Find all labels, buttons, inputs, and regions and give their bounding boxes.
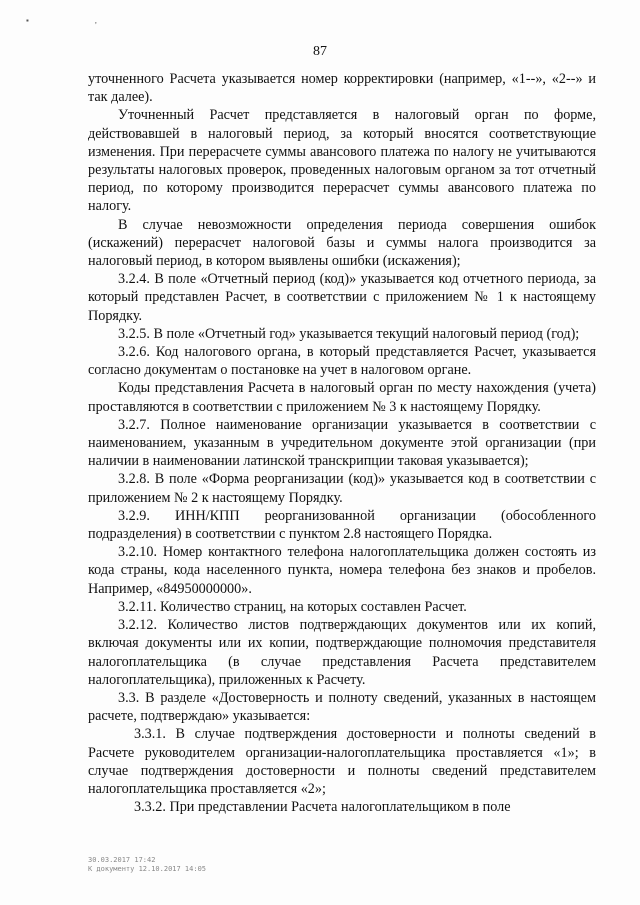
paragraph: В случае невозможности определения периода совершения ошибок (искажений) перерасчет налоговой базы и суммы налога производится за налоговый период, в котором выявлены ошибки (искажения); [88, 216, 596, 270]
paragraph-3-2-9: 3.2.9. ИНН/КПП реорганизованной организации (обособленного подразделения) в соответствии с пунктом 2.8 настоящего Порядка. [88, 507, 596, 543]
paragraph-3-3: 3.3. В разделе «Достоверность и полноту сведений, указанных в настоящем расчете, подтверждаю» указывается: [88, 689, 596, 725]
paragraph-3-2-12: 3.2.12. Количество листов подтверждающих документов или их копий, включая документы или их копии, подтверждающие полномочия представителя налогоплательщика (в случае представления Расчета представителем налогоплательщика), приложенных к Расчету. [88, 617, 596, 688]
paragraph-3-2-6: 3.2.6. Код налогового органа, в который представляется Расчет, указывается согласно документам о постановке на учет в налоговом органе. [88, 344, 596, 379]
page-number: 87 [313, 44, 327, 59]
paragraph-3-3-1: 3.3.1. В случае подтверждения достоверности и полноты сведений в Расчете руководителем организации-налогоплательщика проставляется «1»; в случае подтверждения достоверности и полноты сведений представителем налогоплательщика проставляется «2»; [88, 726, 596, 797]
paragraph: Коды представления Расчета в налоговый орган по месту нахождения (учета) проставляются в соответствии с приложением № 3 к настоящему Порядку. [88, 380, 596, 415]
footer-stamp-line: 30.03.2017 17:42 [88, 856, 156, 864]
paragraph-3-2-10: 3.2.10. Номер контактного телефона налогоплательщика должен состоять из кода страны, кода населенного пункта, номера телефона без знаков и пробелов. Например, «84950000000». [88, 544, 596, 597]
paragraph-continuation: уточненного Расчета указывается номер корректировки (например, «1--», «2--» и так далее). [88, 71, 596, 106]
paragraph-3-2-8: 3.2.8. В поле «Форма реорганизации (код)» указывается код в соответствии с приложением № 2 к настоящему Порядку. [88, 471, 596, 506]
paragraph-3-2-4: 3.2.4. В поле «Отчетный период (код)» указывается код отчетного периода, за который представлен Расчет, в соответствии с приложением № 1 к настоящему Порядку. [88, 271, 596, 324]
paragraph-3-3-2: 3.3.2. При представлении Расчета налогоплательщиком в поле [134, 799, 511, 816]
footer-stamp-line: К документу 12.10.2017 14:05 [88, 865, 207, 873]
paragraph-3-2-5: 3.2.5. В поле «Отчетный год» указывается текущий налоговый период (год); [118, 325, 580, 342]
paragraph: Уточненный Расчет представляется в налоговый орган по форме, действовавшей в налоговый период, за который вносятся соответствующие изменения. При перерасчете суммы авансового платежа по налогу не учитываются результаты налоговых проверок, проведенных налоговым органом за тот отчетный период, по которому производится перерасчет суммы авансового платежа по налогу. [88, 107, 596, 215]
paragraph-3-2-7: 3.2.7. Полное наименование организации указывается в соответствии с наименованием, указанным в учредительном документе этой организации (при наличии в наименовании латинской транскрипции таковая указывается); [88, 416, 596, 470]
document-body [88, 70, 596, 816]
footer-stamp [88, 856, 206, 874]
paragraph-3-2-11: 3.2.11. Количество страниц, на которых составлен Расчет. [118, 598, 467, 615]
scan-corner-marks: ▪ , [26, 16, 129, 25]
